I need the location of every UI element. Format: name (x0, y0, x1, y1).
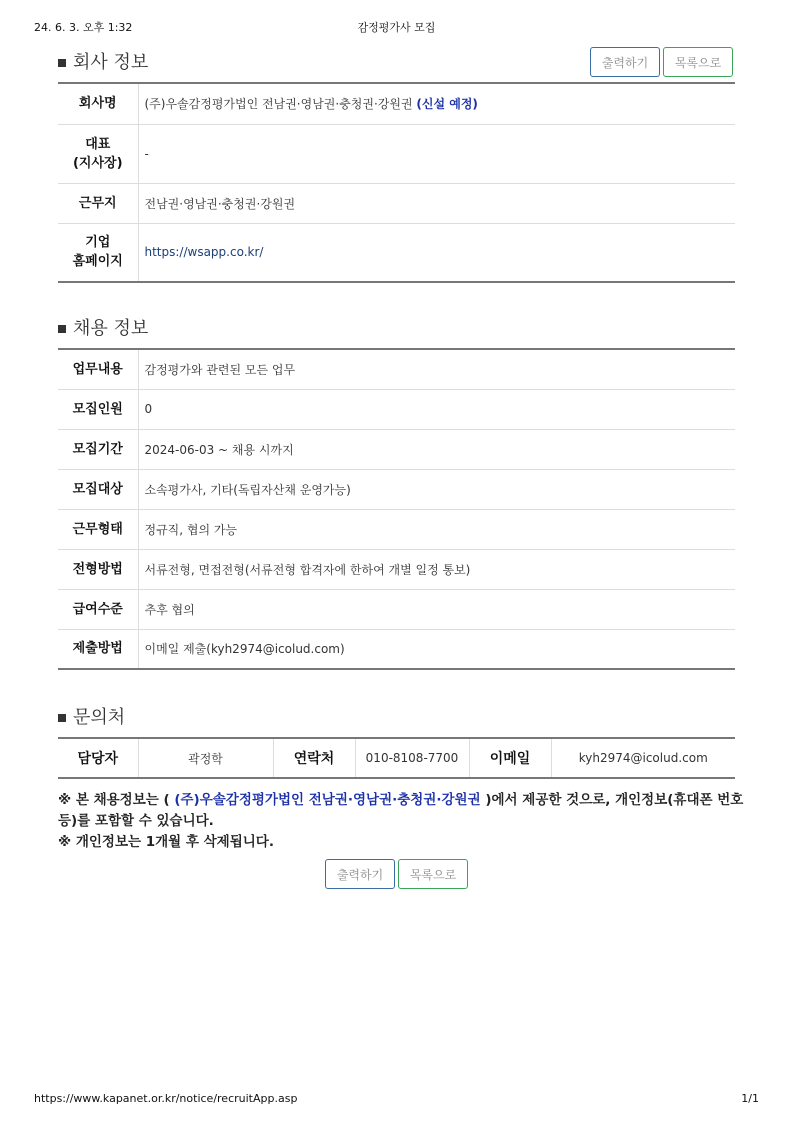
contact-email-label: 이메일 (469, 738, 551, 778)
location-value: 전남권·영남권·충청권·강원권 (144, 196, 296, 211)
table-row (58, 589, 735, 629)
square-bullet-icon (58, 714, 66, 722)
salary-label: 급여수준 (58, 589, 138, 629)
ceo-label (58, 124, 138, 183)
recruit-section-title (58, 314, 148, 340)
print-footer (34, 1092, 759, 1108)
ceo-value: - (144, 146, 149, 161)
table-row (58, 509, 735, 549)
table-row (58, 429, 735, 469)
print-header (34, 19, 759, 35)
contact-person-label: 담당자 (58, 738, 138, 778)
contact-email-value: kyh2974@icolud.com (578, 751, 708, 765)
company-info-table (58, 82, 735, 283)
print-date: 24. 6. 3. 오후 1:32 (34, 21, 133, 34)
homepage-link[interactable]: https://wsapp.co.kr/ (144, 245, 264, 260)
salary-value: 추후 협의 (144, 602, 195, 617)
contact-phone-label: 연락처 (273, 738, 355, 778)
notice-prefix: ※ 본 채용정보는 ( (58, 792, 175, 808)
ceo-row (58, 124, 735, 183)
list-button-bottom[interactable]: 목록으로 (398, 859, 468, 889)
contact-section-title (58, 703, 125, 729)
employment-type-label: 근무형태 (58, 509, 138, 549)
headcount-label: 모집인원 (58, 389, 138, 429)
document-title: 감정평가사 모집 (357, 21, 436, 34)
page-url: https://www.kapanet.or.kr/notice/recruitApp.asp (34, 1092, 298, 1105)
period-value: 2024-06-03 ~ 채용 시까지 (144, 442, 294, 457)
page-number: 1/1 (741, 1092, 759, 1105)
homepage-label-line1: 기업 (85, 235, 111, 251)
notice-company: (주)우솔감정평가법인 전남권·영남권·충청권·강원권 (174, 792, 481, 808)
company-section-title-text: 회사 정보 (73, 52, 149, 73)
contact-person-value: 곽정학 (138, 738, 273, 778)
table-row (58, 349, 735, 389)
recruit-section-title-text: 채용 정보 (73, 318, 149, 339)
company-name-note: (신설 예정) (416, 97, 478, 112)
period-label: 모집기간 (58, 429, 138, 469)
target-label: 모집대상 (58, 469, 138, 509)
ceo-label-line2: (지사장) (72, 155, 123, 171)
duty-label: 업무내용 (58, 349, 138, 389)
submission-value: 이메일 제출(kyh2974@icolud.com) (144, 642, 345, 657)
contact-table (58, 737, 735, 779)
selection-method-label: 전형방법 (58, 549, 138, 589)
company-section-title (58, 48, 148, 74)
table-row (58, 469, 735, 509)
company-name-value (138, 83, 735, 124)
print-button-bottom[interactable]: 출력하기 (325, 859, 395, 889)
privacy-notice (58, 790, 748, 853)
submission-label: 제출방법 (58, 629, 138, 669)
location-label: 근무지 (58, 183, 138, 223)
homepage-label-line2: 홈페이지 (72, 254, 123, 270)
contact-row (58, 738, 735, 778)
ceo-label-line1: 대표 (85, 136, 111, 152)
target-value: 소속평가사, 기타(독립자산채 운영가능) (144, 482, 351, 497)
homepage-label (58, 223, 138, 282)
table-row (58, 629, 735, 669)
notice-suffix: )에서 제공한 것으로, 개인정보(휴대폰 번호 등)를 포함할 수 있습니다. (58, 792, 744, 829)
company-name-label: 회사명 (58, 83, 138, 124)
duty-value: 감정평가와 관련된 모든 업무 (144, 362, 296, 377)
location-row (58, 183, 735, 223)
selection-method-value: 서류전형, 면접전형(서류전형 합격자에 한하여 개별 일정 통보) (144, 562, 471, 577)
table-row (58, 389, 735, 429)
print-button[interactable]: 출력하기 (590, 47, 660, 77)
employment-type-value: 정규직, 협의 가능 (144, 522, 238, 537)
company-name-row (58, 83, 735, 124)
notice-line-1 (58, 790, 748, 832)
notice-line-2: ※ 개인정보는 1개월 후 삭제됩니다. (58, 834, 274, 850)
table-row (58, 549, 735, 589)
homepage-row (58, 223, 735, 282)
headcount-value: 0 (144, 402, 153, 416)
list-button[interactable]: 목록으로 (663, 47, 733, 77)
square-bullet-icon (58, 325, 66, 333)
recruit-info-table (58, 348, 735, 670)
square-bullet-icon (58, 59, 66, 67)
contact-section-title-text: 문의처 (73, 707, 126, 728)
contact-phone-value: 010-8108-7700 (355, 738, 469, 778)
homepage-value (138, 223, 735, 282)
company-name-text: (주)우솔감정평가법인 전남권·영남권·충청권·강원권 (144, 97, 413, 112)
